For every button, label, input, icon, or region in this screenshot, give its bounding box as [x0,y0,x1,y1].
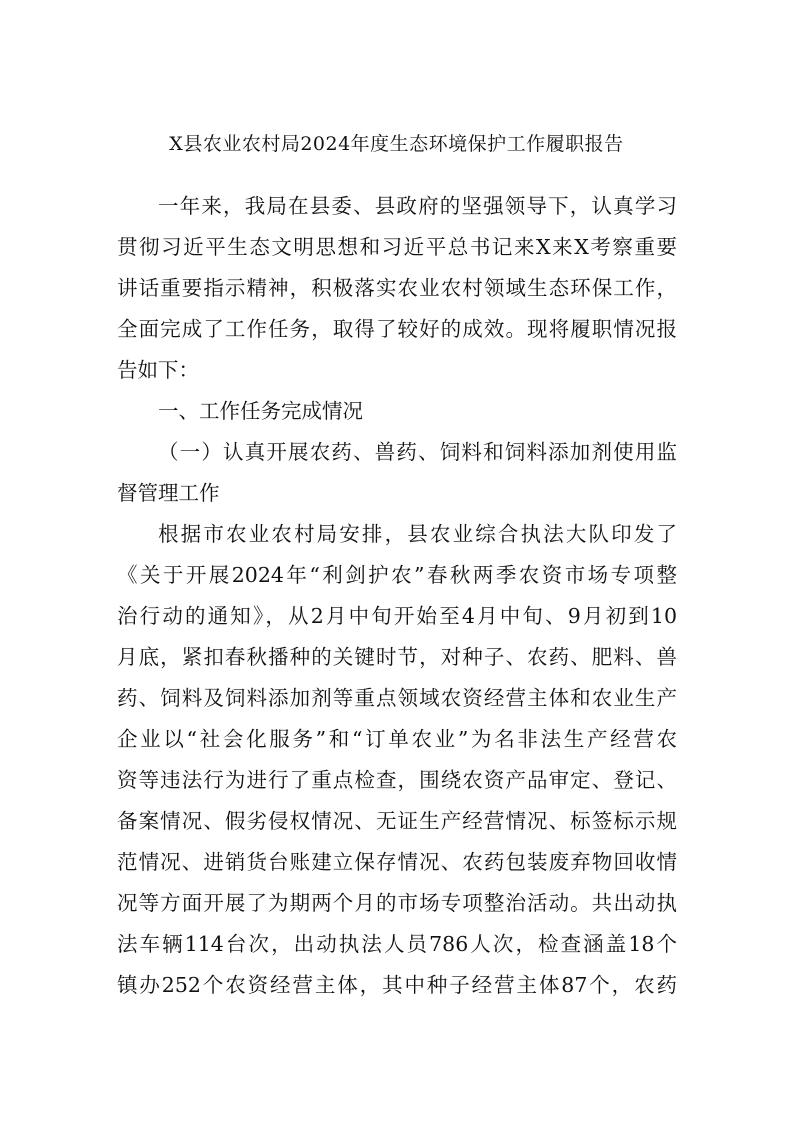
text-line: 备案情况、假劣侵权情况、无证生产经营情况、标签标示规 [117,809,677,833]
document-title: X县农业农村局2024年度生态环境保护工作履职报告 [169,133,624,155]
text-line: 月底，紧扣春秋播种的关键时节，对种子、农药、肥料、兽 [117,645,677,669]
paragraph-intro [117,186,677,391]
text-line: 全面完成了工作任务，取得了较好的成效。现将履职情况报 [117,317,677,341]
text-line: 告如下： [117,358,199,382]
text-line: 法车辆114台次，出动执法人员786人次，检查涵盖18个 [117,932,677,956]
text-line: 讲话重要指示精神，积极落实农业农村领域生态环保工作， [117,276,677,300]
text-line: 镇办252个农资经营主体，其中种子经营主体87个，农药 [117,973,677,997]
paragraph-subsection-body [117,514,677,1006]
text-line: 药、饲料及饲料添加剂等重点领域农资经营主体和农业生产 [117,686,677,710]
text-line: 贯彻习近平生态文明思想和习近平总书记来X来X考察重要 [117,235,677,259]
section-heading [117,391,677,432]
subsection-heading [117,432,677,514]
text-line: 资等违法行为进行了重点检查，围绕农资产品审定、登记、 [117,768,677,792]
text-line: 一、工作任务完成情况 [158,399,363,423]
text-line: 况等方面开展了为期两个月的市场专项整治活动。共出动执 [117,891,677,915]
text-line: 企业以“社会化服务”和“订单农业”为名非法生产经营农 [117,727,677,751]
text-line: 《关于开展2024年“利剑护农”春秋两季农资市场专项整 [117,563,677,587]
document-body [117,186,677,1006]
text-line: 一年来，我局在县委、县政府的坚强领导下，认真学习 [158,194,677,218]
text-line: 治行动的通知》，从2月中旬开始至4月中旬、9月初到10 [117,604,677,628]
text-line: 根据市农业农村局安排，县农业综合执法大队印发了 [158,522,677,546]
text-line: 范情况、进销货台账建立保存情况、农药包装废弃物回收情 [117,850,677,874]
text-line: （一）认真开展农药、兽药、饲料和饲料添加剂使用监 [158,440,677,464]
text-line: 督管理工作 [117,481,220,505]
